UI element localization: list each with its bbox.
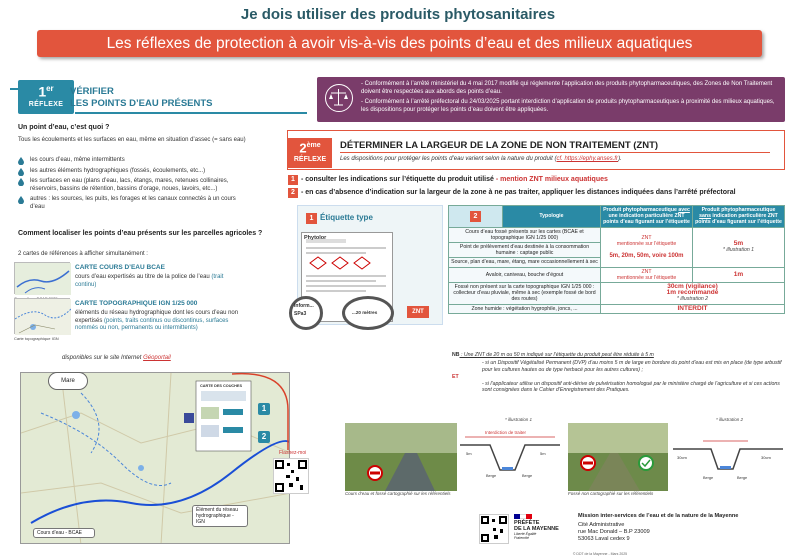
- label-info-text: Inform...: [294, 303, 314, 309]
- nb-note: NB : Une ZNT de 20 m ou 50 m indiqué sur l’étiquette du produit peut être réduite à 5 m - si un Dispositif Végétalisé Permanent (DVP) d’au moins 5 m de large en bordure du point d’eau est mis en place (de type arbustif pour les cultures hautes ou de type herbacé pour les autres cultures) ; ET - si l’applicateur utilise un dispositif anti-dérive de pulvérisation homologué par le ministère chargé de l’agriculture et si ces actions sont consignées dans le Cahier d’Enregistrement des Pratiques.: [452, 352, 782, 394]
- map-bcae-title: CARTE COURS D’EAU BCAE: [75, 264, 165, 271]
- regulation-prefectoral: - Conformément à l’arrêté préfectoral du 24/03/2025 portant interdiction d’application de produits phytopharmaceutiques à proximité des milieux aquatiques, les dispositions pour protéger les points d’eau doivent être appliquées.: [361, 99, 775, 113]
- scale-of-justice-icon: [325, 84, 353, 112]
- map-bcae-drawing: [15, 263, 71, 295]
- credit-line: © DDT de la Mayenne - Mars 2025: [572, 552, 628, 556]
- table-row: Zone humide : végétation hygrophile, joncs, ... INTERDIT: [449, 304, 785, 313]
- reflex1-label: RÉFLEXE: [28, 100, 64, 108]
- table-row: Avaloir, caniveau, bouche d’égout ZNT mentionnée sur l’étiquette 1m: [449, 267, 785, 282]
- prefecture-logo: PRÉFÈTE DE LA MAYENNE Liberté Égalité Fraternité: [514, 514, 570, 550]
- reflex1-line-left: [10, 88, 18, 90]
- svg-text:Berge: Berge: [486, 474, 497, 478]
- qr-code-footer[interactable]: [479, 514, 509, 544]
- reflex2-number: 2ème: [299, 140, 321, 156]
- illustration-1-photo: [345, 423, 457, 491]
- map-tag-2: 2: [258, 431, 270, 443]
- footer-address: Mission inter-services de l’eau et de la nature de la Mayenne Cité Administrative rue Mac Donald – B.P 23009 53063 Laval cedex 9: [578, 513, 739, 542]
- illustration-1-schema: [460, 425, 560, 485]
- water-drop-icon: [18, 157, 24, 165]
- layers-panel-title: CARTE DES COUCHES: [200, 384, 242, 388]
- qr-code-icon: [480, 515, 508, 543]
- table-header-typology: Typologie: [502, 206, 600, 228]
- label-znt-text: ...20 mètres: [352, 310, 378, 315]
- svg-text:5m: 5m: [540, 451, 546, 456]
- table-header-without-indication: Produit phytopharmaceutique sans indication particulière ZNT points d’eau figurant sur l’étiquette: [693, 206, 785, 228]
- ephy-link[interactable]: cf. https://ephy.anses.fr: [556, 156, 619, 162]
- arrow-to-qr: [232, 370, 302, 460]
- svg-text:Berge: Berge: [522, 474, 533, 478]
- list-item: les surfaces en eau (plans d’eau, lacs, étangs, mares, retenues collinaires, réservoirs, bassins de rétention, bassins d’orage, noues, lavoirs, etc...): [18, 178, 248, 193]
- znt-table: [448, 205, 785, 349]
- regulation-info-box: [317, 77, 785, 122]
- source-line: disponibles sur le site Internet Géoportail: [62, 355, 171, 361]
- reflex1-badge: [18, 80, 74, 114]
- illustration-1: Cours d’eau et fossé cartographié sur les référentiels * illustration 1 Interdiction de traiter 5m 5m Berge Berge: [345, 415, 565, 493]
- map-ign-drawing: [15, 299, 71, 335]
- map-bcae-desc: cours d’eau expertisés au titre de la police de l’eau (trait continu): [75, 274, 224, 288]
- list-item: les autres éléments hydrographiques (fossés, écoulements, etc...): [18, 168, 248, 176]
- svg-text:30cm: 30cm: [677, 455, 687, 460]
- map-tag-1: 1: [258, 403, 270, 415]
- water-drop-icon: [18, 196, 24, 204]
- label-brand: Phytolor: [304, 235, 327, 241]
- reflex1-number: 1er: [38, 83, 54, 100]
- map-ign-caption: Carte topographique IGN: [14, 336, 59, 341]
- map-ign-title: CARTE TOPOGRAPHIQUE IGN 1/25 000: [75, 300, 198, 307]
- table-row: Source, plan d’eau, mare, étang, mare occasionnellement à sec: [449, 258, 785, 267]
- map-ign-desc: éléments du réseau hydrographique dont les cours d’eau non expertisés (points, traits continus ou discontinus, surfaces nommés ou non, permanents ou intermittents): [75, 310, 239, 331]
- label-example-title: 1 Étiquette type: [306, 213, 373, 224]
- water-drop-icon: [18, 178, 24, 186]
- reflex2-badge: [288, 138, 332, 168]
- svg-text:30cm: 30cm: [761, 455, 771, 460]
- map-bcae-thumbnail: [14, 262, 70, 294]
- question-localize: Comment localiser les points d’eau présents sur les parcelles agricoles ?: [18, 230, 263, 237]
- reflex2-subtitle: Les dispositions pour protéger les points d’eau varient selon la nature du produit (cf. https://ephy.anses.fr).: [340, 156, 622, 162]
- svg-text:Berge: Berge: [703, 476, 714, 480]
- reflex2-underline: [340, 152, 770, 153]
- qr-code-icon: [274, 459, 308, 493]
- table-row: Cours d’eau fossé présents sur les cartes (BCAE et topographique IGN 1/25 000) ZNT mentionnée sur l’étiquette 5m, 20m, 50m, voire 100m 5m * illustration 1: [449, 227, 785, 242]
- regulation-ministerial: - Conformément à l’arrêté ministériel du 4 mai 2017 modifié qui réglemente l’application des produits phytopharmaceutiques, des Zones de Non Traitement doivent être respectées aux abords des points d’eau.: [361, 81, 773, 95]
- svg-text:Berge: Berge: [737, 476, 748, 480]
- label-spa-text: SPa3: [294, 311, 307, 317]
- list-item: les cours d’eau, même intermittents: [18, 157, 248, 165]
- table-header-corner: 2: [449, 206, 503, 228]
- page-title: Je dois utiliser des produits phytosanitaires: [240, 6, 556, 23]
- maps-intro: 2 cartes de références à afficher simultanément :: [18, 251, 148, 257]
- list-item: autres : les sources, les puits, les forages et les canaux connectés à un cours d’eau: [18, 196, 248, 211]
- znt-table-grid: [448, 205, 785, 314]
- znt-tag: ZNT: [407, 306, 429, 318]
- step-apply-distances: 2 - en cas d’absence d’indication sur la largeur de la zone à ne pas traiter, appliquer les distances indiquées dans l’arrêté préfectoral: [288, 188, 736, 198]
- flash-label: Flashez-moi: [279, 450, 307, 456]
- illustration-2-schema: [673, 427, 783, 487]
- table-header-with-indication: Produit phytopharmaceutique avec une indication particulière ZNT points d’eau figurant sur l’étiquette: [601, 206, 693, 228]
- mare-callout: Mare: [48, 372, 88, 390]
- ign-callout: Élément du réseau hydrographique - IGN: [192, 505, 248, 527]
- bcae-callout: Cours d’eau - BCAE: [33, 528, 95, 538]
- svg-text:Interdiction de traiter: Interdiction de traiter: [485, 430, 527, 435]
- french-flag-icon: [514, 514, 532, 519]
- illustration-2-photo-drawing: [568, 423, 668, 491]
- table-row: Point de prélèvement d’eau destinée à la consommation humaine : captage public: [449, 243, 785, 258]
- reflex1-line-right: [75, 112, 307, 114]
- reflex1-title: VÉRIFIER LES POINTS D’EAU PRÉSENTS: [70, 86, 213, 109]
- question-what-is: Un point d’eau, c’est quoi ?: [18, 124, 110, 131]
- illustration-1-photo-drawing: [345, 423, 457, 491]
- illustration-2: Fossé non cartographié sur les référentiels * illustration 2 30cm 30cm Berge Berge: [568, 415, 788, 493]
- qr-code-geoportail[interactable]: [273, 458, 309, 494]
- step-consult-label: 1 - consulter les indications sur l’étiquette du produit utilisé - mention ZNT milieux aquatiques: [288, 175, 608, 185]
- page-banner: Les réflexes de protection à avoir vis-à-vis des points d’eau et des milieux aquatiques: [37, 30, 762, 57]
- illustration-2-photo: [568, 423, 668, 491]
- svg-text:5m: 5m: [466, 451, 472, 456]
- intro-text: Tous les écoulements et les surfaces en eau, même en situation d’assec (= sans eau): [18, 137, 246, 143]
- bullet-list: [18, 157, 248, 214]
- reflex2-title: DÉTERMINER LA LARGEUR DE LA ZONE DE NON TRAITEMENT (ZNT): [340, 140, 659, 151]
- table-row: Fossé non présent sur la carte topographique IGN 1/25 000 : collecteur d’eau pluviale, même à sec (exemple fossé de bord des routes) 30cm (vigilance) 1m recommandé * illustration 2: [449, 283, 785, 305]
- water-drop-icon: [18, 168, 24, 176]
- map-ign-thumbnail: [14, 298, 70, 334]
- reflex2-label: RÉFLEXE: [293, 156, 327, 164]
- geoportail-link[interactable]: Géoportail: [143, 355, 171, 361]
